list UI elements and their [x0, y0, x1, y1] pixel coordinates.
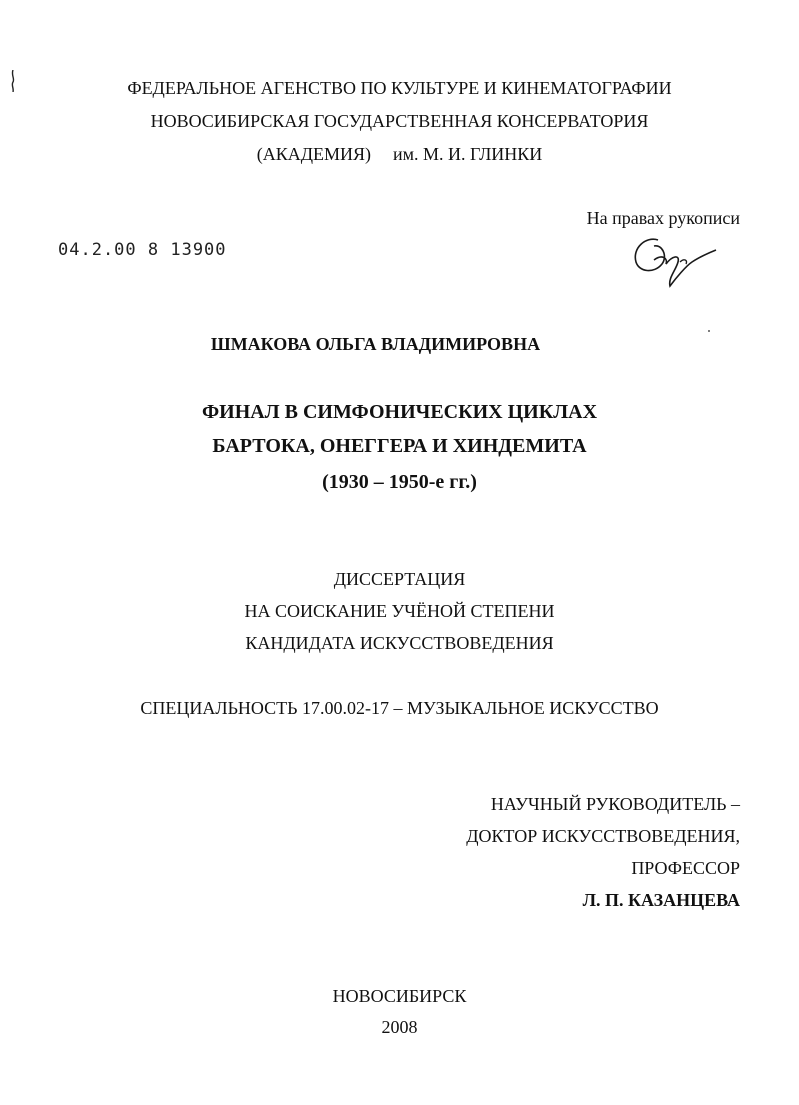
scan-speck: [708, 330, 710, 332]
header-academy-line: [0, 143, 799, 165]
thesis-degree: КАНДИДАТА ИСКУССТВОВЕДЕНИЯ: [245, 633, 554, 653]
supervisor-degree: ДОКТОР ИСКУССТВОВЕДЕНИЯ,: [466, 826, 740, 846]
archive-number: 04.2.00 8 13900: [58, 240, 227, 260]
supervisor-role: НАУЧНЫЙ РУКОВОДИТЕЛЬ –: [490, 794, 740, 814]
author-name: ШМАКОВА ОЛЬГА ВЛАДИМИРОВНА: [210, 334, 541, 354]
handwritten-signature: [628, 232, 720, 288]
title-line-2: БАРТОКА, ОНЕГГЕРА И ХИНДЕМИТА: [212, 435, 587, 457]
title-period: (1930 – 1950-е гг.): [322, 471, 477, 493]
title-line-1: ФИНАЛ В СИМФОНИЧЕСКИХ ЦИКЛАХ: [201, 401, 598, 423]
thesis-purpose: НА СОИСКАНИЕ УЧЁНОЙ СТЕПЕНИ: [244, 601, 555, 621]
manuscript-note: На правах рукописи: [586, 208, 740, 228]
supervisor-name: Л. П. КАЗАНЦЕВА: [582, 890, 740, 910]
footer-city: НОВОСИБИРСК: [332, 986, 467, 1006]
footer-year: 2008: [381, 1017, 418, 1037]
header-institution: НОВОСИБИРСКАЯ ГОСУДАРСТВЕННАЯ КОНСЕРВАТОРИЯ: [150, 111, 649, 131]
header-academy: (АКАДЕМИЯ): [256, 144, 371, 164]
specialty: СПЕЦИАЛЬНОСТЬ 17.00.02-17 – МУЗЫКАЛЬНОЕ ИСКУССТВО: [140, 698, 659, 718]
supervisor-title: ПРОФЕССОР: [631, 858, 740, 878]
header-named-after: им. М. И. ГЛИНКИ: [392, 144, 543, 164]
header-agency: ФЕДЕРАЛЬНОЕ АГЕНСТВО ПО КУЛЬТУРЕ И КИНЕМАТОГРАФИИ: [127, 78, 672, 98]
thesis-type: ДИССЕРТАЦИЯ: [333, 569, 466, 589]
